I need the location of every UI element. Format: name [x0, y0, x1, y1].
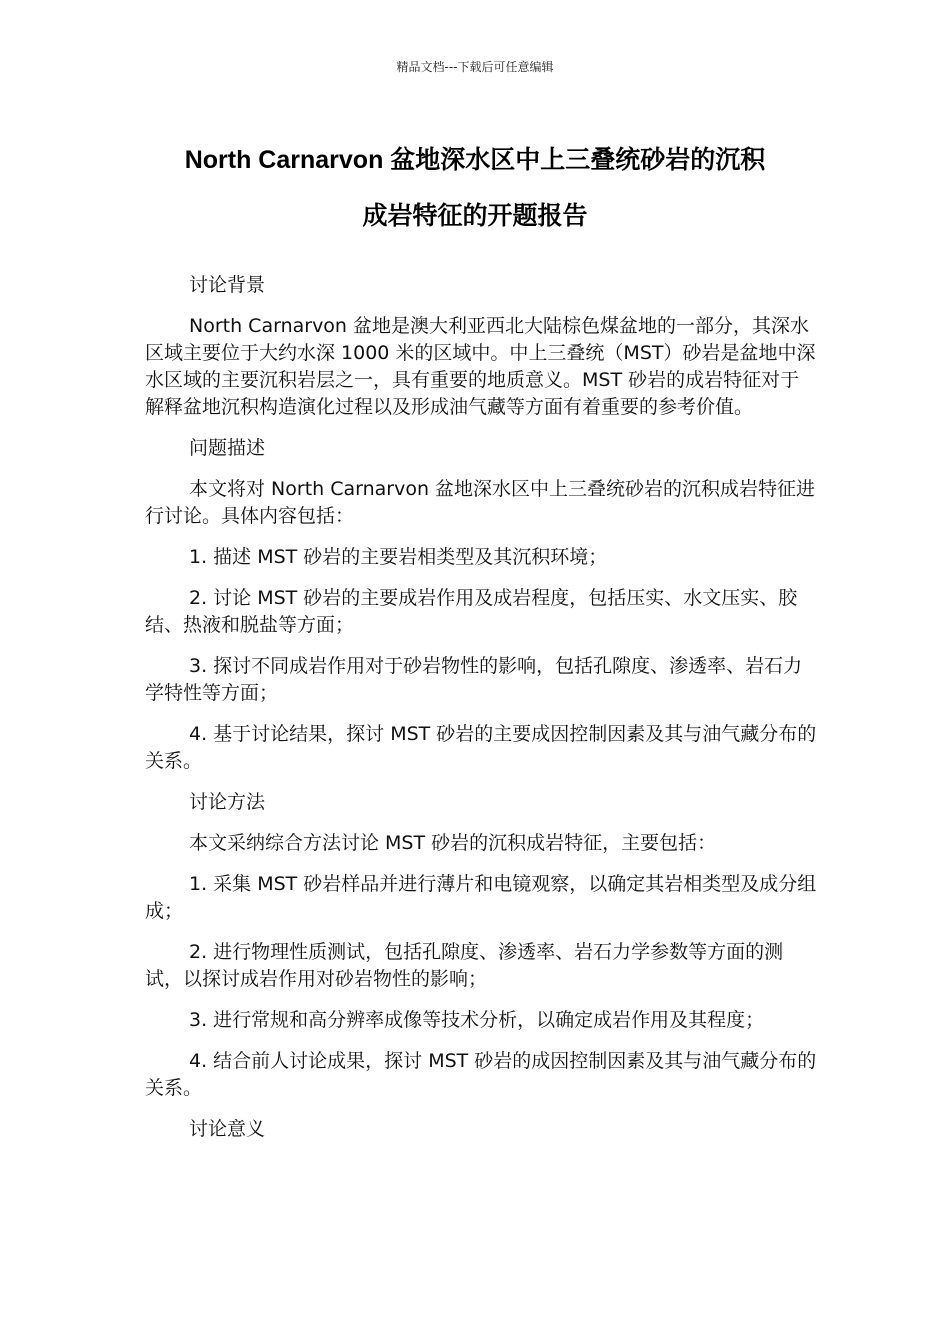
- list-item: 2. 讨论 MST 砂岩的主要成岩作用及成岩程度，包括压实、水文压实、胶结、热液和脱盐等方面；: [145, 587, 798, 636]
- list-item: 4. 基于讨论结果，探讨 MST 砂岩的主要成因控制因素及其与油气藏分布的关系。: [145, 723, 817, 772]
- page-header: 精品文档---下载后可任意编辑: [396, 60, 554, 74]
- section-heading-problem: 问题描述: [189, 437, 266, 459]
- paragraph: 本文采纳综合方法讨论 MST 砂岩的沉积成岩特征，主要包括：: [189, 832, 717, 854]
- document-body: [145, 272, 817, 1157]
- section-heading-method: 讨论方法: [189, 791, 266, 813]
- list-item: 1. 描述 MST 砂岩的主要岩相类型及其沉积环境；: [189, 546, 608, 568]
- paragraph: North Carnarvon 盆地是澳大利亚西北大陆棕色煤盆地的一部分，其深水区域主要位于大约水深 1000 米的区域中。中上三叠统（MST）砂岩是盆地中深水区域的主要沉积岩层之一，具有重要的地质意义。MST 砂岩的成岩特征对于解释盆地沉积构造演化过程以及形成油气藏等方面有着重要的参考价值。: [145, 315, 816, 418]
- list-item: 1. 采集 MST 砂岩样品并进行薄片和电镜观察，以确定其岩相类型及成分组成；: [145, 873, 817, 922]
- list-item: 3. 进行常规和高分辨率成像等技术分析，以确定成岩作用及其程度；: [189, 1009, 765, 1031]
- document-title-line-1: North Carnarvon 盆地深水区中上三叠统砂岩的沉积: [184, 146, 766, 174]
- list-item: 2. 进行物理性质测试，包括孔隙度、渗透率、岩石力学参数等方面的测试，以探讨成岩作用对砂岩物性的影响；: [145, 941, 784, 990]
- document-title-line-2: 成岩特征的开题报告: [362, 202, 588, 230]
- section-heading-background: 讨论背景: [189, 274, 266, 296]
- list-item: 4. 结合前人讨论成果，探讨 MST 砂岩的成因控制因素及其与油气藏分布的关系。: [145, 1050, 817, 1099]
- paragraph: 本文将对 North Carnarvon 盆地深水区中上三叠统砂岩的沉积成岩特征进行讨论。具体内容包括：: [145, 478, 816, 527]
- section-heading-significance: 讨论意义: [189, 1118, 266, 1140]
- list-item: 3. 探讨不同成岩作用对于砂岩物性的影响，包括孔隙度、渗透率、岩石力学特性等方面；: [145, 655, 803, 704]
